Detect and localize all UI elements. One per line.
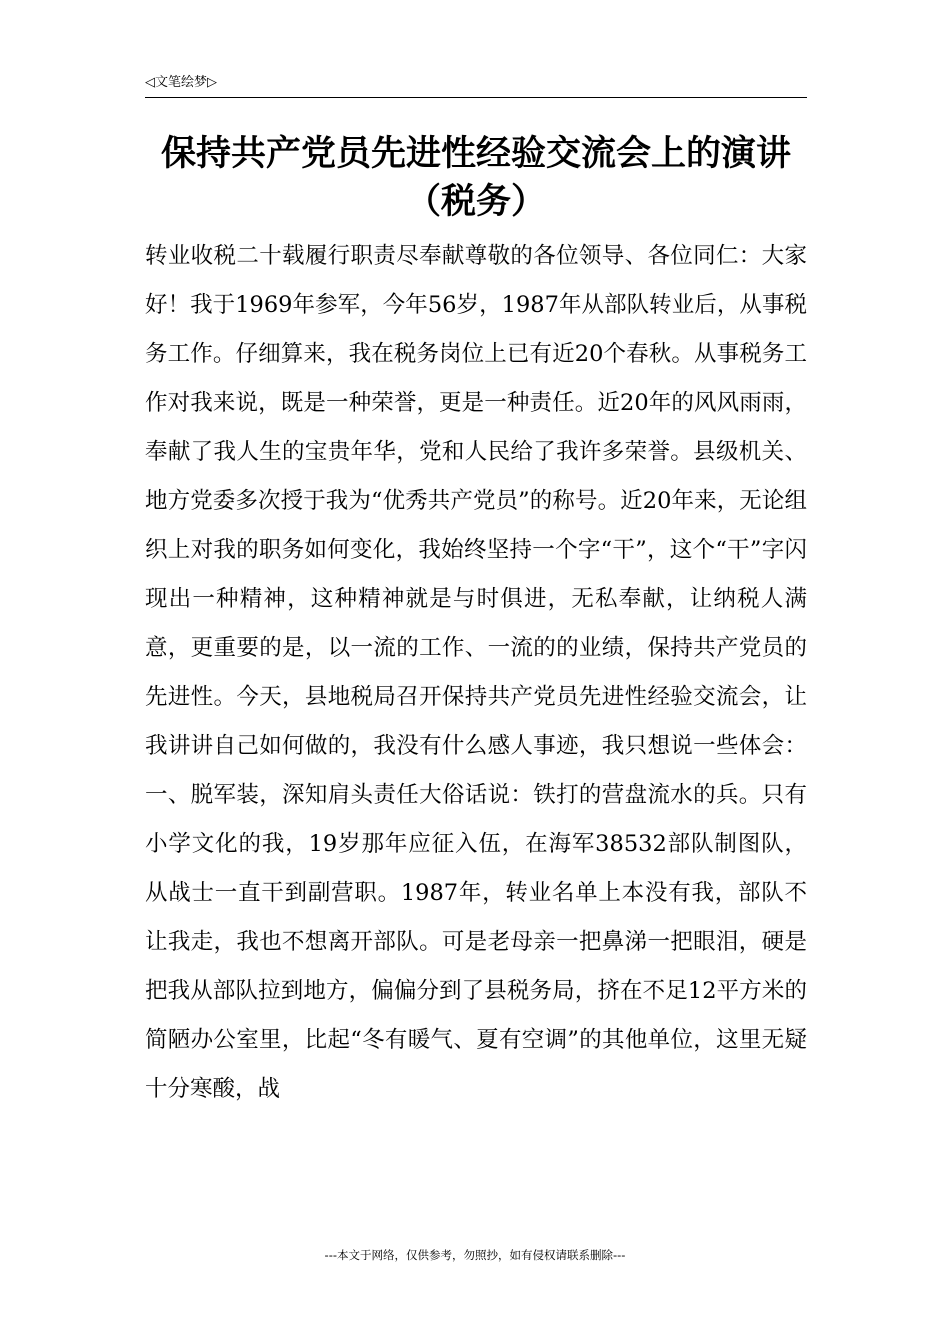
- footer-disclaimer: ---本文于网络，仅供参考，勿照抄，如有侵权请联系删除---: [324, 1248, 626, 1262]
- document-body: 转业收税二十载履行职责尽奉献尊敬的各位领导、各位同仁：大家好！我于1969年参军，今年56岁，1987年从部队转业后，从事税务工作。仔细算来，我在税务岗位上已有近20个春秋。从事税务工作对我来说，既是一种荣誉，更是一种责任。近20年的风风雨雨，奉献了我人生的宝贵年华，党和人民给了我许多荣誉。县级机关、地方党委多次授于我为“优秀共产党员”的称号。近20年来，无论组织上对我的职务如何变化，我始终坚持一个字“干”，这个“干”字闪现出一种精神，这种精神就是与时俱进，无私奉献，让纳税人满意，更重要的是，以一流的工作、一流的的业绩，保持共产党员的先进性。今天，县地税局召开保持共产党员先进性经验交流会，让我讲讲自己如何做的，我没有什么感人事迹，我只想说一些体会：一、脱军装，深知肩头责任大俗话说：铁打的营盘流水的兵。只有小学文化的我，19岁那年应征入伍，在海军38532部队制图队，从战士一直干到副营职。1987年，转业名单上本没有我，部队不让我走，我也不想离开部队。可是老母亲一把鼻涕一把眼泪，硬是把我从部队拉到地方，偏偏分到了县税务局，挤在不足12平方米的简陋办公室里，比起“冬有暖气、夏有空调”的其他单位，这里无疑十分寒酸，战: [145, 243, 807, 1102]
- document-title: 保持共产党员先进性经验交流会上的演讲（税务）: [160, 134, 791, 222]
- header-label: ◁文笔绘梦▷: [145, 75, 217, 90]
- header-divider: [145, 97, 807, 98]
